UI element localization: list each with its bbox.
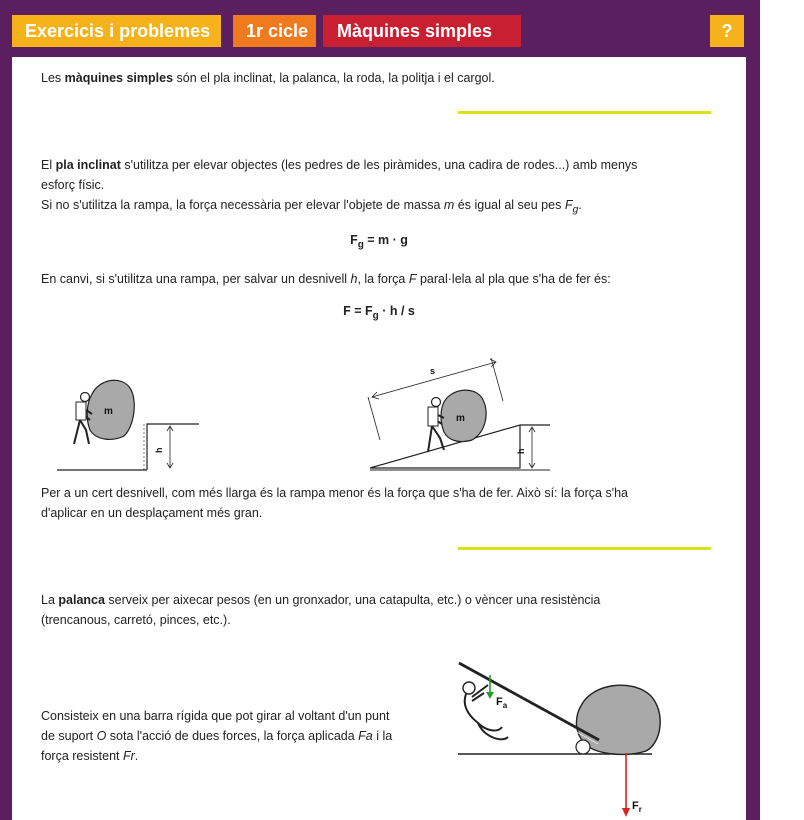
lift-with-ramp-figure (360, 340, 550, 474)
content-panel (12, 57, 746, 820)
mass-label: m (104, 406, 113, 417)
inclined-plane-intro: El pla inclinat s'utilitza per elevar objectes (les pedres de les piràmides, una cadira de rodes...) amb menys esforç físic. Si no s'utilitza la rampa, la força necessària per elevar l'objete de massa m és igual al seu pes $F_g$. (41, 158, 638, 216)
tab-topic[interactable]: Màquines simples (323, 15, 521, 47)
formula-ramp-force: $F = F_g \cdot h / s$ (343, 304, 415, 322)
lift-without-ramp-figure (42, 372, 212, 474)
divider (458, 547, 711, 550)
mass-label: m (456, 413, 465, 424)
header-tabs (12, 15, 521, 47)
lever-figure (442, 657, 672, 820)
divider (458, 111, 711, 114)
height-label: h (154, 447, 164, 453)
tab-exercises[interactable]: Exercicis i problemes (12, 15, 221, 47)
tab-cycle[interactable]: 1r cicle (233, 15, 316, 47)
lever-intro: La palanca serveix per aixecar pesos (en un gronxador, una catapulta, etc.) o vèncer una resistència (trencanous, carretó, pinces, etc.). (41, 593, 601, 627)
help-button[interactable]: ? (710, 15, 744, 47)
ramp-conclusion: Per a un cert desnivell, com més llarga és la rampa menor és la força que s'ha de fer. Això sí: la força s'ha d'aplicar en un desplaçament més gran. (41, 486, 628, 520)
force-resistant-label: $F_r$ (632, 800, 642, 814)
height-label: h (516, 448, 526, 454)
ramp-paragraph: En canvi, si s'utilitza una rampa, per salvar un desnivell h, la força F paral·lela al pla que s'ha de fer és: (41, 272, 611, 286)
lever-definition: Consisteix en una barra rígida que pot girar al voltant d'un punt de suport O sota l'acció de dues forces, la força aplicada Fa i la força resistent Fr. (41, 709, 393, 763)
intro-paragraph: Les màquines simples són el pla inclinat, la palanca, la roda, la politja i el cargol. (41, 71, 495, 85)
formula-weight: $F_g = m \cdot g$ (350, 233, 408, 251)
force-applied-label: $F_a$ (496, 696, 508, 710)
length-label: s (430, 366, 436, 376)
